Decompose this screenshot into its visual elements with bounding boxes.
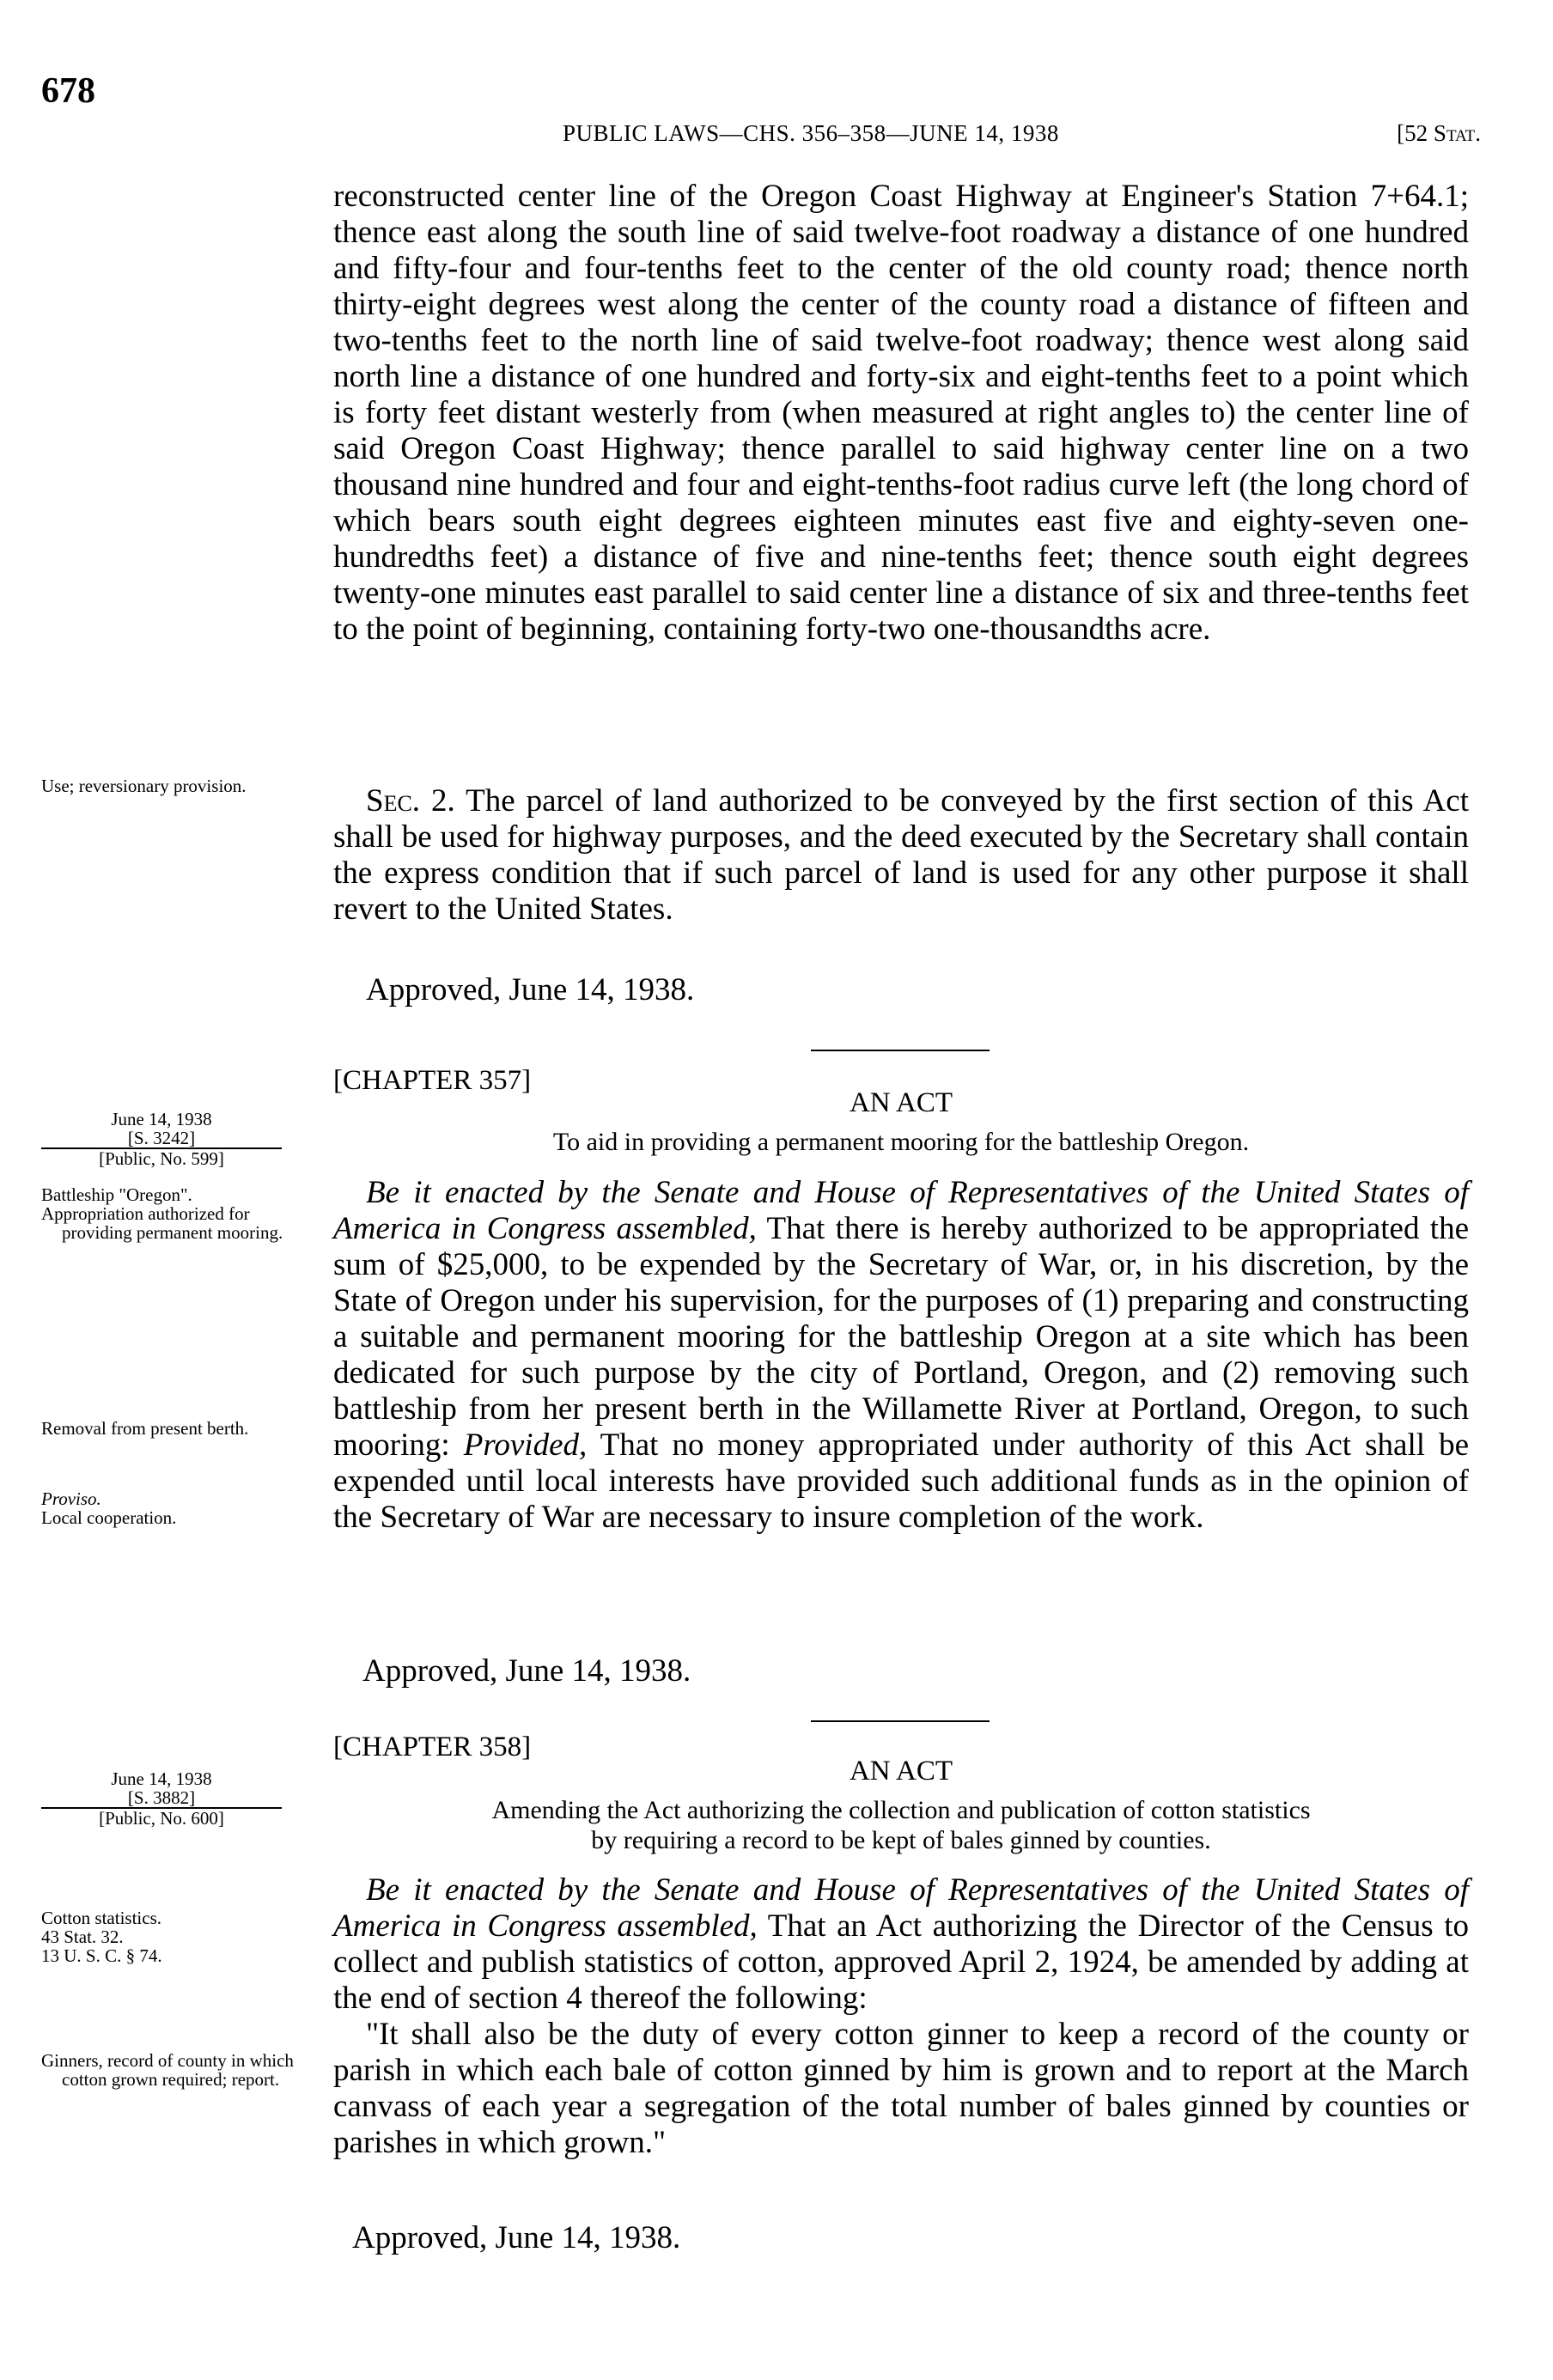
chapter-358-quote: "It shall also be the duty of every cotton ginner to keep a record of the county or parish in which each bale of cotton ginned by him is grown and to report at the March canvass of each year a segregation of the total number of bales ginned by counties or parishes in which grown." — [333, 2017, 1469, 2160]
margin-removal: Removal from present berth. — [41, 1418, 249, 1439]
ch357-date: June 14, 1938 — [111, 1109, 212, 1129]
chapter-358-act-label: AN ACT — [849, 1756, 953, 1787]
chapter-358-body — [333, 1872, 1469, 2161]
chapter-358-heading: [CHAPTER 358] — [333, 1732, 532, 1762]
page-number: 678 — [41, 71, 95, 111]
ch357-text: That there is hereby authorized to be appropriated the sum of $25,000, to be expended by the Secretary of War, or, in his discretion, by the State of Oregon under his supervision, for the purposes of (1) preparing and constructing a suitable and permanent mooring for the battleship Oregon at a site which has been dedicated for such purpose by the city of Portland, Oregon, and (2) removing such battleship from her present berth in the Willamette River at Portland, Oregon, to such mooring: — [333, 1211, 1469, 1463]
margin-ginners: Ginners, record of county in which cotton grown required; report. — [41, 2050, 294, 2090]
stat-ref-word: Stat. — [1433, 120, 1481, 146]
margin-notes-358-a — [41, 1908, 316, 1965]
chapter-358-rule — [811, 1720, 990, 1722]
ch357-provided: Provided, — [463, 1427, 588, 1463]
chapter-358-title-line-1: Amending the Act authorizing the collection and publication of cotton statistics — [491, 1796, 1311, 1824]
chapter-357-title: To aid in providing a permanent mooring for the battleship Oregon. — [552, 1128, 1250, 1156]
margin-proviso: Proviso. — [41, 1488, 101, 1509]
ch357-bill: [S. 3242] — [41, 1129, 282, 1149]
margin-cite-2: 13 U. S. C. § 74. — [41, 1945, 162, 1966]
margin-local: Local cooperation. — [41, 1507, 177, 1528]
margin-cite-1: 43 Stat. 32. — [41, 1927, 124, 1947]
section-2-label: Sec. 2. — [366, 783, 455, 819]
ch357-proviso-text: That no money appropriated under authority of this Act shall be expended until local interests have provided such additional funds as in the opinion of the Secretary of War are necessary to insure completion of the work. — [333, 1427, 1469, 1535]
section-1-text — [333, 179, 1469, 648]
margin-notes-357-a — [41, 1185, 316, 1242]
enacting-formula-357: Be it enacted by the Senate and House of Representatives of the United States of America in Congress assembled, — [333, 1175, 1469, 1246]
margin-appropriation: Appropriation authorized for providing permanent mooring. — [41, 1203, 283, 1243]
chapter-357-act-label: AN ACT — [849, 1087, 953, 1118]
margin-notes-358-b — [41, 2051, 325, 2089]
chapter-358-title — [333, 1795, 1469, 1855]
section-1-paragraph: reconstructed center line of the Oregon Coast Highway at Engineer's Station 7+64.1; thence east along the south line of said twelve-foot roadway a distance of one hundred and fifty-four and four-tenths feet to the center of the old county road; thence north thirty-eight degrees west along the center of the county road a distance of fifteen and two-tenths feet to the north line of said twelve-foot roadway; thence west along said north line a distance of one hundred and forty-six and eight-tenths feet to a point which is forty feet distant westerly from (when measured at right angles to) the center line of said Oregon Coast Highway; thence parallel to said highway center line on a two thousand nine hundred and four and eight-tenths-foot radius curve left (the long chord of which bears south eight degrees eighteen minutes east five and eighty-seven one-hundredths feet) a distance of five and nine-tenths feet; thence south eight degrees twenty-one minutes east parallel to said center line a distance of six and three-tenths feet to the point of beginning, containing forty-two one-thousandths acre. — [333, 179, 1469, 647]
stat-ref-prefix: [52 — [1397, 120, 1434, 146]
chapter-357-approved: Approved, June 14, 1938. — [362, 1653, 691, 1689]
margin-notes-357-b — [41, 1419, 316, 1438]
chapter-358-enacting-clause — [333, 1872, 1469, 2017]
running-head: PUBLIC LAWS—CHS. 356–358—JUNE 14, 1938 — [563, 120, 1059, 146]
section-2 — [333, 783, 1469, 928]
chapter-358-title-line-2: by requiring a record to be kept of bales ginned by counties. — [591, 1826, 1211, 1854]
chapter-357-enacting-clause — [333, 1175, 1469, 1536]
margin-battleship: Battleship "Oregon". — [41, 1184, 192, 1205]
section-2-text: The parcel of land authorized to be conveyed by the first section of this Act shall be used for highway purposes, and the deed executed by the Secretary shall contain the express condition that if such parcel of land is used for any other purpose it shall revert to the United States. — [333, 783, 1469, 927]
margin-cotton: Cotton statistics. — [41, 1908, 162, 1928]
chapter-358-approved: Approved, June 14, 1938. — [352, 2220, 681, 2255]
chapter-357-rule — [811, 1050, 990, 1051]
margin-chapter-358-info — [41, 1769, 282, 1828]
enacting-formula-358: Be it enacted by the Senate and House of Representatives of the United States of America in Congress assembled, — [333, 1872, 1469, 1944]
chapter-357-heading: [CHAPTER 357] — [333, 1065, 532, 1096]
ch358-bill: [S. 3882] — [41, 1788, 282, 1809]
margin-notes-357-c — [41, 1489, 316, 1527]
section-2-approved: Approved, June 14, 1938. — [366, 972, 695, 1007]
section-2-paragraph — [333, 783, 1469, 928]
ch357-public: [Public, No. 599] — [99, 1148, 224, 1169]
statute-reference — [1397, 120, 1481, 147]
ch358-text: That an Act authorizing the Director of the Census to collect and publish statistics of cotton, approved April 2, 1924, be amended by adding at the end of section 4 thereof the following: — [333, 1908, 1469, 2016]
margin-note-use-text: Use; reversionary provision. — [41, 776, 247, 796]
ch358-public: [Public, No. 600] — [99, 1808, 224, 1829]
chapter-357-body — [333, 1175, 1469, 1536]
margin-chapter-357-info — [41, 1110, 282, 1168]
margin-note-use — [41, 776, 316, 795]
ch358-date: June 14, 1938 — [111, 1768, 212, 1789]
